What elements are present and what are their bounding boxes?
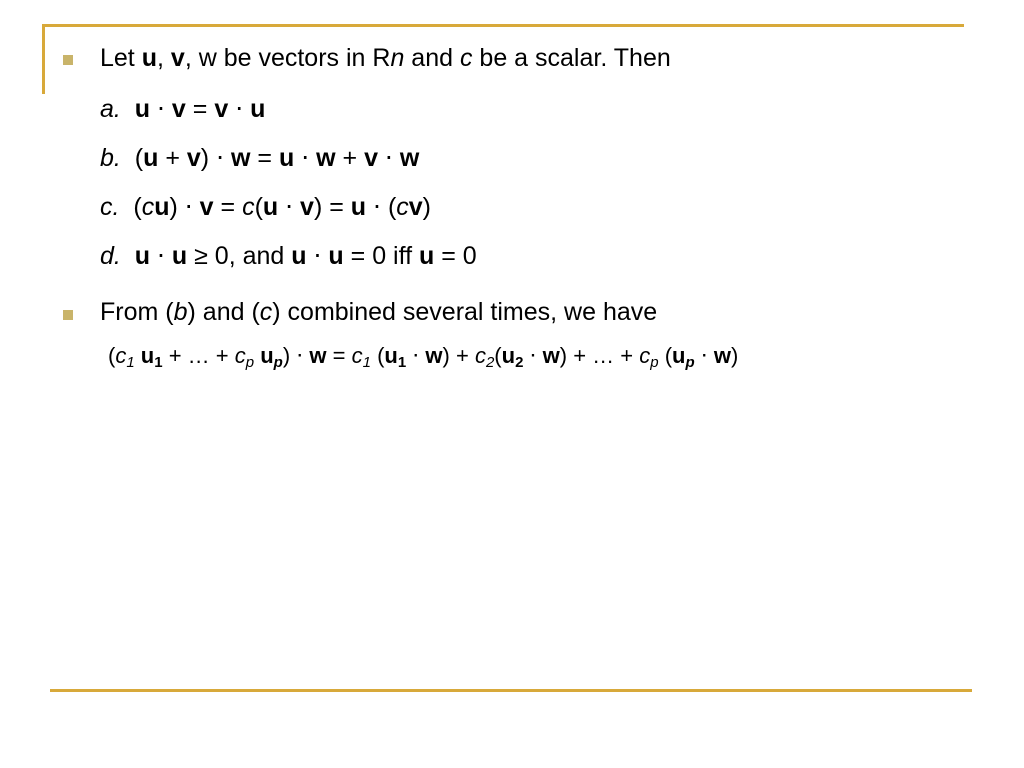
linear-combination-formula: ($c_1$ $u_1$ + … + $c_p$ $u_p) \cdot w = c_1$ $(u_1 \cdot w) + c_2(u_2 \cdot w)$ + … + $c_p$ $(u_p \cdot w)$ [108,343,739,371]
bullet-text-2: From (b) and (c) combined several times, we have [100,298,658,326]
left-rule [42,24,45,94]
bullet-text-1: Let u, v, w be vectors in Rn and c be a scalar. Then [100,44,671,72]
property-b: b. (u + v) ⋅ w = u ⋅ w + v ⋅ w [100,144,420,172]
property-d: d. u ⋅ u ≥ 0, and u ⋅ u = 0 iff u = 0 [100,242,477,270]
bullet-marker-2 [63,310,73,320]
top-rule [42,24,964,27]
property-c: c. (cu) ⋅ v = c(u ⋅ v) = u ⋅ (cv) [100,193,431,221]
bullet-marker-1 [63,55,73,65]
bottom-rule [50,689,972,692]
property-a: a. u ⋅ v = v ⋅ u [100,95,266,123]
